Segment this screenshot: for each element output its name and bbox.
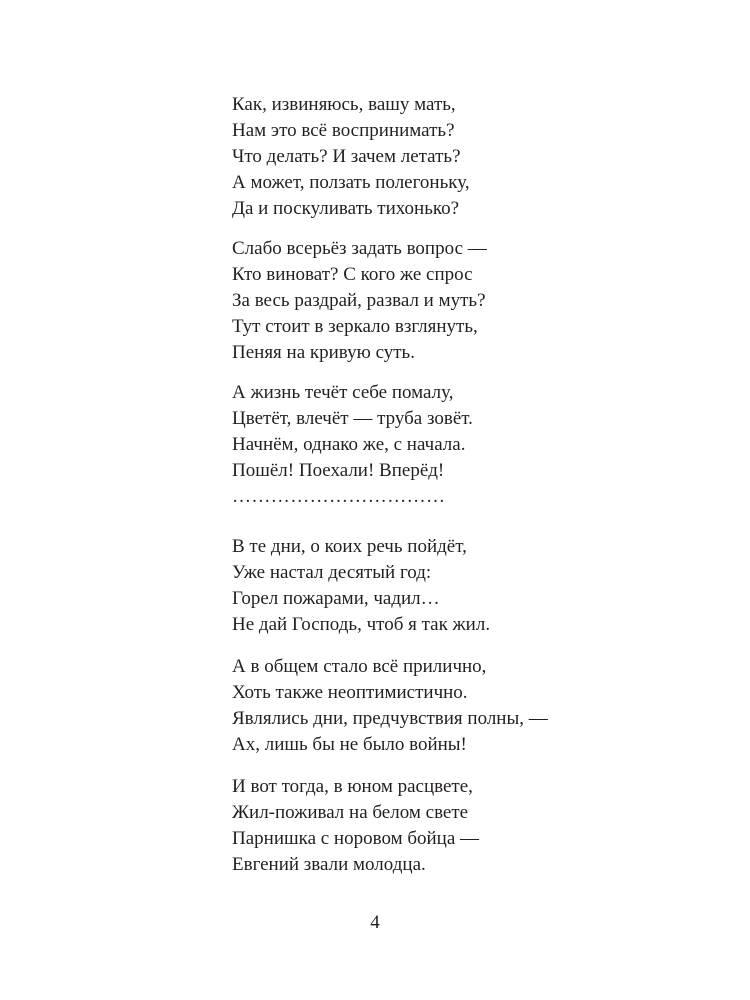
poem-line: Начнём, однако же, с начала. — [232, 434, 466, 455]
poem-line: Да и поскуливать тихонько? — [232, 198, 460, 219]
poem-line: Цветёт, влечёт — труба зовёт. — [232, 408, 473, 429]
poem-line: А может, ползать полегоньку, — [232, 172, 470, 193]
stanza-6 — [232, 774, 479, 878]
stanza-4 — [232, 534, 490, 638]
poem-line: В те дни, о коих речь пойдёт, — [232, 536, 467, 557]
poem-line: Что делать? И зачем летать? — [232, 146, 461, 167]
poem-line: Тут стоит в зеркало взглянуть, — [232, 316, 478, 337]
poem-line: Пеняя на кривую суть. — [232, 342, 415, 363]
poem-line: Нам это всё воспринимать? — [232, 120, 455, 141]
poem-line: Являлись дни, предчувствия полны, — — [232, 708, 548, 729]
poem-line: Ах, лишь бы не было войны! — [232, 734, 467, 755]
page-number: 4 — [370, 912, 380, 933]
poem-line: А жизнь течёт себе помалу, — [232, 382, 454, 403]
poem-line: Хоть также неоптимистично. — [232, 682, 468, 703]
poem-line: И вот тогда, в юном расцвете, — [232, 776, 473, 797]
poem-line: Жил-поживал на белом свете — [232, 802, 469, 823]
poem-line: Парнишка с норовом бойца — — [232, 828, 480, 849]
poem-line: За весь раздрай, развал и муть? — [232, 290, 486, 311]
stanza-5 — [232, 654, 548, 758]
poem-line: Уже настал десятый год: — [232, 562, 432, 583]
stanza-1 — [232, 92, 470, 222]
poem-line: Слабо всерьёз задать вопрос — — [232, 238, 487, 259]
poem-line: Пошёл! Поехали! Вперёд! — [232, 460, 445, 481]
poem-line: Горел пожарами, чадил… — [232, 588, 440, 609]
poem-line: Кто виноват? С кого же спрос — [232, 264, 473, 285]
poem-line: А в общем стало всё прилично, — [232, 656, 487, 677]
poem-line: Не дай Господь, чтоб я так жил. — [232, 614, 491, 635]
poem-line: Евгений звали молодца. — [232, 854, 426, 875]
ellipsis-divider: …………………………… — [232, 486, 446, 507]
poem-line: Как, извиняюсь, вашу мать, — [232, 94, 456, 115]
stanza-2 — [232, 236, 487, 366]
stanza-3 — [232, 380, 473, 510]
